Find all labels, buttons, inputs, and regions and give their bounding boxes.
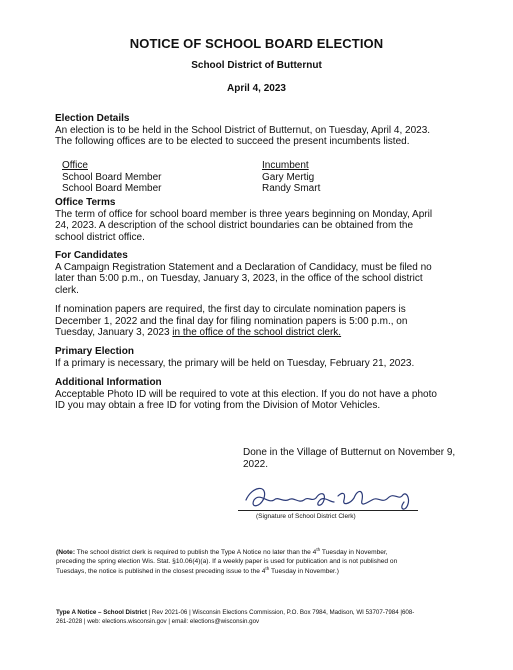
footer-form-name: Type A Notice – School District	[56, 609, 147, 616]
election-details-line: The following offices are to be elected to succeed the present incumbents listed.	[55, 136, 410, 147]
note-line: preceding the spring election Wis. Stat. §10.06(4)(a). If a weekly paper is used for publication and is not published on	[56, 558, 398, 566]
document-footer	[56, 609, 476, 626]
note-text: Tuesdays, the notice is published in the closest preceding issue to the 4	[56, 567, 266, 575]
incumbent-column	[262, 160, 320, 195]
election-details-line: An election is to be held in the School District of Butternut, on Tuesday, April 4, 2023.	[55, 124, 431, 136]
note-line	[56, 548, 476, 557]
primary-election-section	[55, 346, 475, 369]
signoff-line: Done in the Village of Butternut on November 9,	[243, 447, 456, 458]
candidates-line: later than 5:00 p.m., on Tuesday, January 3, 2023, in the office of the school district	[55, 273, 423, 284]
note-text: Tuesday in November,	[320, 549, 388, 556]
incumbent-cell: Randy Smart	[262, 183, 321, 194]
nomination-line: If nomination papers are required, the first day to circulate nomination papers is	[55, 304, 406, 315]
for-candidates-section	[55, 250, 475, 296]
primary-election-heading: Primary Election	[55, 346, 134, 357]
footer-line	[56, 609, 476, 618]
nomination-line-text: Tuesday, January 3, 2023	[55, 327, 173, 338]
candidates-line: A Campaign Registration Statement and a Declaration of Candidacy, must be filed no	[55, 261, 432, 273]
additional-info-heading: Additional Information	[55, 377, 162, 388]
district-name: School District of Butternut	[191, 60, 322, 71]
nomination-line: December 1, 2022 and the final day for filing nomination papers is 5:00 p.m., on	[55, 315, 408, 327]
signoff-line: 2022.	[243, 458, 269, 470]
signature-line	[238, 510, 418, 511]
office-column-header: Office	[62, 160, 88, 171]
office-column	[62, 160, 162, 195]
additional-info-line: ID you may obtain a free ID for voting from the Division of Motor Vehicles.	[55, 400, 381, 411]
election-details-section	[55, 113, 475, 148]
office-terms-section	[55, 197, 475, 243]
footer-line: 261-2028 | web: elections.wisconsin.gov | email: elections@wisconsin.gov	[56, 617, 260, 625]
note-superscript: th	[265, 565, 270, 571]
additional-info-section	[55, 377, 475, 412]
footer-text: | Rev 2021-06 | Wisconsin Elections Commission, P.O. Box 7984, Madison, WI 53707-7984 |608-	[146, 609, 415, 616]
clerk-signature	[238, 478, 418, 518]
note-line	[56, 567, 476, 576]
publication-note	[56, 548, 476, 576]
election-date: April 4, 2023	[227, 83, 286, 94]
primary-election-text: If a primary is necessary, the primary will be held on Tuesday, February 21, 2023.	[55, 357, 415, 369]
incumbent-column-header: Incumbent	[262, 160, 309, 171]
for-candidates-heading: For Candidates	[55, 250, 128, 261]
election-details-heading: Election Details	[55, 113, 130, 124]
note-text: Tuesday in November.)	[269, 567, 339, 575]
candidates-line: clerk.	[55, 284, 79, 296]
office-terms-line: 24, 2023. A description of the school district boundaries can be obtained from the	[55, 220, 414, 231]
office-terms-line: The term of office for school board member is three years beginning on Monday, April	[55, 208, 433, 220]
nomination-papers-paragraph	[55, 304, 475, 339]
office-cell: School Board Member	[62, 183, 162, 194]
signature-label: (Signature of School District Clerk)	[256, 513, 356, 520]
nomination-line	[55, 327, 475, 339]
office-cell: School Board Member	[62, 171, 162, 183]
office-terms-line: school district office.	[55, 231, 145, 243]
page-title: NOTICE OF SCHOOL BOARD ELECTION	[129, 36, 384, 51]
note-text: The school district clerk is required to publish the Type A Notice no later than the 4	[75, 549, 317, 556]
note-superscript: th	[316, 546, 321, 552]
signoff-text	[243, 447, 483, 470]
office-terms-heading: Office Terms	[55, 197, 116, 208]
incumbent-cell: Gary Mertig	[262, 171, 315, 183]
note-label: (Note:	[56, 549, 76, 556]
additional-info-line: Acceptable Photo ID will be required to vote at this election. If you do not have a photo	[55, 388, 437, 400]
clerk-office-underlined: in the office of the school district clerk.	[172, 327, 342, 338]
